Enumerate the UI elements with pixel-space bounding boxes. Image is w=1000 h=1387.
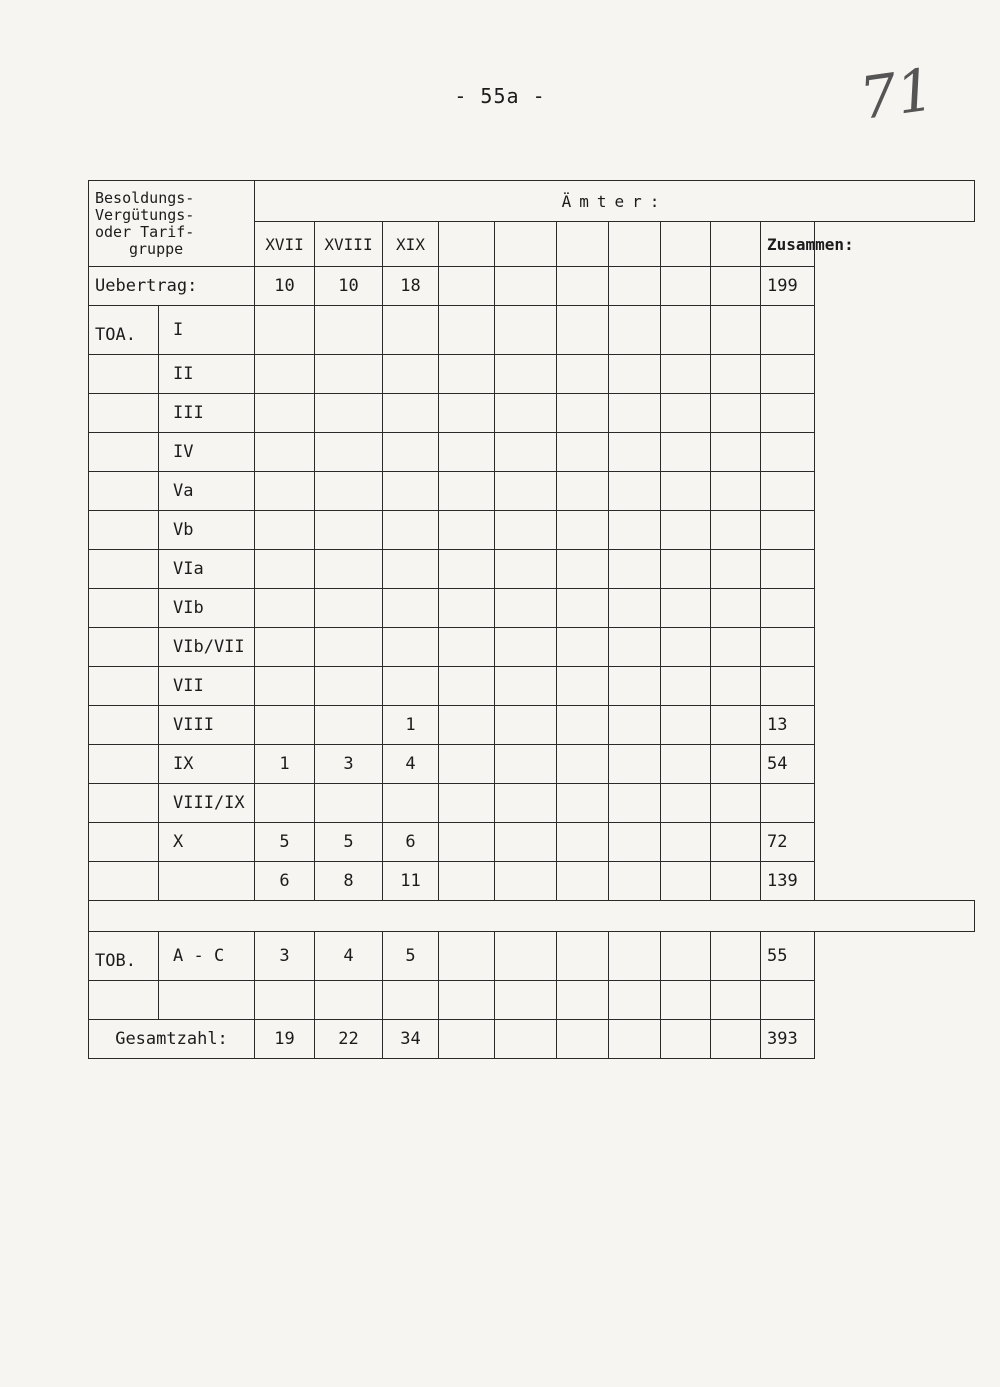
amt-value (439, 472, 495, 511)
amt-value (495, 784, 557, 823)
amt-value (255, 667, 315, 706)
amt-value (609, 472, 661, 511)
amt-value: 6 (383, 823, 439, 862)
amt-value (711, 745, 761, 784)
grade-label: VII (159, 667, 255, 706)
amt-value (315, 433, 383, 472)
group-label-cell (89, 823, 159, 862)
amt-value (609, 589, 661, 628)
uebertrag-value (609, 267, 661, 306)
amt-value (609, 862, 661, 901)
amt-value (495, 745, 557, 784)
amt-value (711, 306, 761, 355)
page-number: - 55a - (454, 84, 546, 108)
amt-value: 5 (255, 823, 315, 862)
column-header (557, 222, 609, 267)
row-total (761, 628, 815, 667)
row-total (761, 355, 815, 394)
amt-value (661, 628, 711, 667)
amt-value (255, 394, 315, 433)
amt-value (383, 306, 439, 355)
uebertrag-label: Uebertrag: (89, 267, 255, 306)
row-total: 139 (761, 862, 815, 901)
amt-value (609, 706, 661, 745)
group-label-cell (89, 706, 159, 745)
tob-row (89, 932, 975, 981)
grade-label: VIa (159, 550, 255, 589)
toa-row (89, 306, 975, 355)
amt-value (557, 706, 609, 745)
row-total: 55 (761, 932, 815, 981)
amt-value (495, 511, 557, 550)
group-label-cell (89, 981, 159, 1020)
amt-value (495, 823, 557, 862)
grade-label: VIII/IX (159, 784, 255, 823)
amt-value (661, 745, 711, 784)
group-label-cell (89, 745, 159, 784)
amt-value (315, 394, 383, 433)
gesamt-row (89, 1020, 975, 1059)
amt-value (255, 628, 315, 667)
amt-value (383, 784, 439, 823)
gesamt-value (609, 1020, 661, 1059)
gesamt-value (439, 1020, 495, 1059)
amt-value (557, 862, 609, 901)
amt-value (383, 394, 439, 433)
gesamt-value (661, 1020, 711, 1059)
amt-value (255, 511, 315, 550)
gesamt-value: 34 (383, 1020, 439, 1059)
toa-row (89, 433, 975, 472)
amt-value (383, 472, 439, 511)
amt-value (711, 981, 761, 1020)
row-total (761, 981, 815, 1020)
amt-value (255, 472, 315, 511)
toa-row (89, 511, 975, 550)
amt-value (711, 394, 761, 433)
column-header: XVII (255, 222, 315, 267)
group-label-cell (89, 628, 159, 667)
amt-value (661, 355, 711, 394)
column-header (661, 222, 711, 267)
group-label-cell (89, 472, 159, 511)
row-total (761, 784, 815, 823)
amt-value: 3 (315, 745, 383, 784)
uebertrag-value: 18 (383, 267, 439, 306)
amt-value (711, 511, 761, 550)
amt-value (495, 628, 557, 667)
total-column-header: Zusammen: (761, 222, 815, 267)
amt-value (661, 550, 711, 589)
amt-value (255, 550, 315, 589)
header-row-aemter (89, 181, 975, 222)
toa-row (89, 862, 975, 901)
row-total (761, 433, 815, 472)
uebertrag-value (439, 267, 495, 306)
amt-value (557, 589, 609, 628)
amt-value (661, 394, 711, 433)
row-total (761, 306, 815, 355)
group-label-cell (89, 862, 159, 901)
amt-value (711, 667, 761, 706)
toa-row (89, 667, 975, 706)
grade-label (159, 862, 255, 901)
amt-value (439, 511, 495, 550)
amt-value (315, 511, 383, 550)
group-label-cell (89, 550, 159, 589)
amt-value (255, 306, 315, 355)
amt-value (255, 589, 315, 628)
gesamt-value: 22 (315, 1020, 383, 1059)
amt-value (711, 784, 761, 823)
amt-value: 5 (383, 932, 439, 981)
amt-value (315, 628, 383, 667)
amt-value (439, 394, 495, 433)
group-label-cell (89, 667, 159, 706)
amt-value (495, 706, 557, 745)
amt-value (495, 932, 557, 981)
grade-label: IX (159, 745, 255, 784)
amt-value (711, 433, 761, 472)
uebertrag-value: 10 (315, 267, 383, 306)
amt-value (609, 667, 661, 706)
toa-row (89, 784, 975, 823)
grade-label: VIII (159, 706, 255, 745)
amt-value (661, 589, 711, 628)
grade-label (159, 981, 255, 1020)
amt-value (661, 932, 711, 981)
amt-value (315, 784, 383, 823)
grade-label: II (159, 355, 255, 394)
amt-value (661, 706, 711, 745)
amt-value (661, 981, 711, 1020)
tob-row (89, 981, 975, 1020)
amt-value (609, 932, 661, 981)
amt-value (255, 784, 315, 823)
amt-value (609, 784, 661, 823)
group-label-cell (89, 784, 159, 823)
column-header (609, 222, 661, 267)
amt-value (711, 628, 761, 667)
uebertrag-value: 10 (255, 267, 315, 306)
row-total (761, 394, 815, 433)
amt-value (557, 628, 609, 667)
amt-value (383, 628, 439, 667)
group-header-label: Besoldungs- Vergütungs- oder Tarif- gruppe (89, 181, 255, 267)
amt-value (609, 433, 661, 472)
amt-value (711, 823, 761, 862)
handwritten-page-mark: 71 (855, 55, 939, 133)
uebertrag-value (711, 267, 761, 306)
amt-value (609, 550, 661, 589)
toa-row (89, 628, 975, 667)
amt-value (661, 511, 711, 550)
amt-value (495, 355, 557, 394)
amt-value (557, 932, 609, 981)
uebertrag-value (495, 267, 557, 306)
toa-row (89, 589, 975, 628)
amt-value (439, 784, 495, 823)
amt-value (495, 472, 557, 511)
group-label-cell (89, 394, 159, 433)
amt-value (609, 306, 661, 355)
column-header (495, 222, 557, 267)
column-header: XIX (383, 222, 439, 267)
amt-value (711, 355, 761, 394)
amt-value (557, 355, 609, 394)
amt-value (383, 981, 439, 1020)
amt-value (315, 355, 383, 394)
group-label-cell (89, 511, 159, 550)
amt-value (495, 589, 557, 628)
gesamt-value (495, 1020, 557, 1059)
amt-value (495, 394, 557, 433)
toa-row (89, 394, 975, 433)
amt-value (315, 667, 383, 706)
amt-value (661, 433, 711, 472)
amt-value (609, 355, 661, 394)
group-label-cell (89, 433, 159, 472)
gesamt-label: Gesamtzahl: (89, 1020, 255, 1059)
amt-value (661, 667, 711, 706)
amt-value (495, 306, 557, 355)
amt-value (609, 745, 661, 784)
amt-value (439, 667, 495, 706)
grade-label: VIb (159, 589, 255, 628)
spacer-cell (89, 901, 975, 932)
amt-value (609, 394, 661, 433)
amt-value (383, 550, 439, 589)
amt-value (315, 981, 383, 1020)
row-total (761, 667, 815, 706)
group-label-cell (89, 589, 159, 628)
amt-value (383, 667, 439, 706)
amt-value (609, 981, 661, 1020)
row-total (761, 472, 815, 511)
amt-value: 1 (383, 706, 439, 745)
amt-value (255, 706, 315, 745)
amt-value (557, 550, 609, 589)
column-header (439, 222, 495, 267)
amt-value (439, 745, 495, 784)
amt-value (557, 433, 609, 472)
amt-value (557, 511, 609, 550)
toa-row (89, 823, 975, 862)
group-label-cell (89, 355, 159, 394)
amt-value (315, 706, 383, 745)
amt-value (255, 355, 315, 394)
amt-value (439, 981, 495, 1020)
amt-value (439, 628, 495, 667)
grade-label: Vb (159, 511, 255, 550)
amt-value (557, 472, 609, 511)
amt-value: 8 (315, 862, 383, 901)
amt-value (711, 550, 761, 589)
amt-value: 1 (255, 745, 315, 784)
amt-value: 11 (383, 862, 439, 901)
amt-value (557, 667, 609, 706)
amt-value (439, 862, 495, 901)
amt-value (315, 306, 383, 355)
column-header (711, 222, 761, 267)
row-total (761, 550, 815, 589)
grade-label: VIb/VII (159, 628, 255, 667)
amt-value: 6 (255, 862, 315, 901)
row-total (761, 511, 815, 550)
uebertrag-row (89, 267, 975, 306)
amt-value (609, 628, 661, 667)
amt-value (557, 981, 609, 1020)
aemter-title: Ämter: (255, 181, 975, 222)
amt-value (495, 667, 557, 706)
uebertrag-total: 199 (761, 267, 815, 306)
amt-value (439, 823, 495, 862)
amt-value (711, 706, 761, 745)
amt-value (383, 511, 439, 550)
amt-value (315, 472, 383, 511)
grade-label: A - C (159, 932, 255, 981)
spacer-row (89, 901, 975, 932)
staff-count-table (88, 180, 975, 1059)
toa-row (89, 472, 975, 511)
amt-value (383, 589, 439, 628)
grade-label: X (159, 823, 255, 862)
grade-label: I (159, 306, 255, 355)
toa-row (89, 745, 975, 784)
gesamt-total: 393 (761, 1020, 815, 1059)
amt-value (439, 306, 495, 355)
amt-value (439, 550, 495, 589)
amt-value: 5 (315, 823, 383, 862)
grade-label: III (159, 394, 255, 433)
column-header: XVIII (315, 222, 383, 267)
amt-value (495, 550, 557, 589)
row-total: 54 (761, 745, 815, 784)
grade-label: Va (159, 472, 255, 511)
amt-value (557, 784, 609, 823)
amt-value (661, 784, 711, 823)
amt-value (439, 355, 495, 394)
grade-label: IV (159, 433, 255, 472)
amt-value (557, 745, 609, 784)
toa-row (89, 550, 975, 589)
amt-value (495, 981, 557, 1020)
group-label-cell: TOA. (89, 306, 159, 355)
amt-value (439, 589, 495, 628)
toa-row (89, 706, 975, 745)
amt-value (711, 932, 761, 981)
amt-value (609, 511, 661, 550)
amt-value (557, 306, 609, 355)
amt-value (661, 472, 711, 511)
gesamt-value (711, 1020, 761, 1059)
amt-value (255, 433, 315, 472)
row-total: 72 (761, 823, 815, 862)
amt-value (315, 550, 383, 589)
toa-row (89, 355, 975, 394)
amt-value (711, 472, 761, 511)
amt-value (495, 862, 557, 901)
amt-value (661, 306, 711, 355)
amt-value (609, 823, 661, 862)
row-total (761, 589, 815, 628)
amt-value (315, 589, 383, 628)
amt-value (439, 433, 495, 472)
amt-value (495, 433, 557, 472)
amt-value (383, 355, 439, 394)
gesamt-value (557, 1020, 609, 1059)
amt-value (557, 394, 609, 433)
amt-value: 4 (383, 745, 439, 784)
amt-value: 3 (255, 932, 315, 981)
amt-value (439, 706, 495, 745)
amt-value: 4 (315, 932, 383, 981)
amt-value (439, 932, 495, 981)
amt-value (711, 589, 761, 628)
amt-value (557, 823, 609, 862)
row-total: 13 (761, 706, 815, 745)
amt-value (711, 862, 761, 901)
amt-value (661, 862, 711, 901)
group-label-cell: TOB. (89, 932, 159, 981)
amt-value (255, 981, 315, 1020)
gesamt-value: 19 (255, 1020, 315, 1059)
amt-value (383, 433, 439, 472)
uebertrag-value (557, 267, 609, 306)
uebertrag-value (661, 267, 711, 306)
amt-value (661, 823, 711, 862)
